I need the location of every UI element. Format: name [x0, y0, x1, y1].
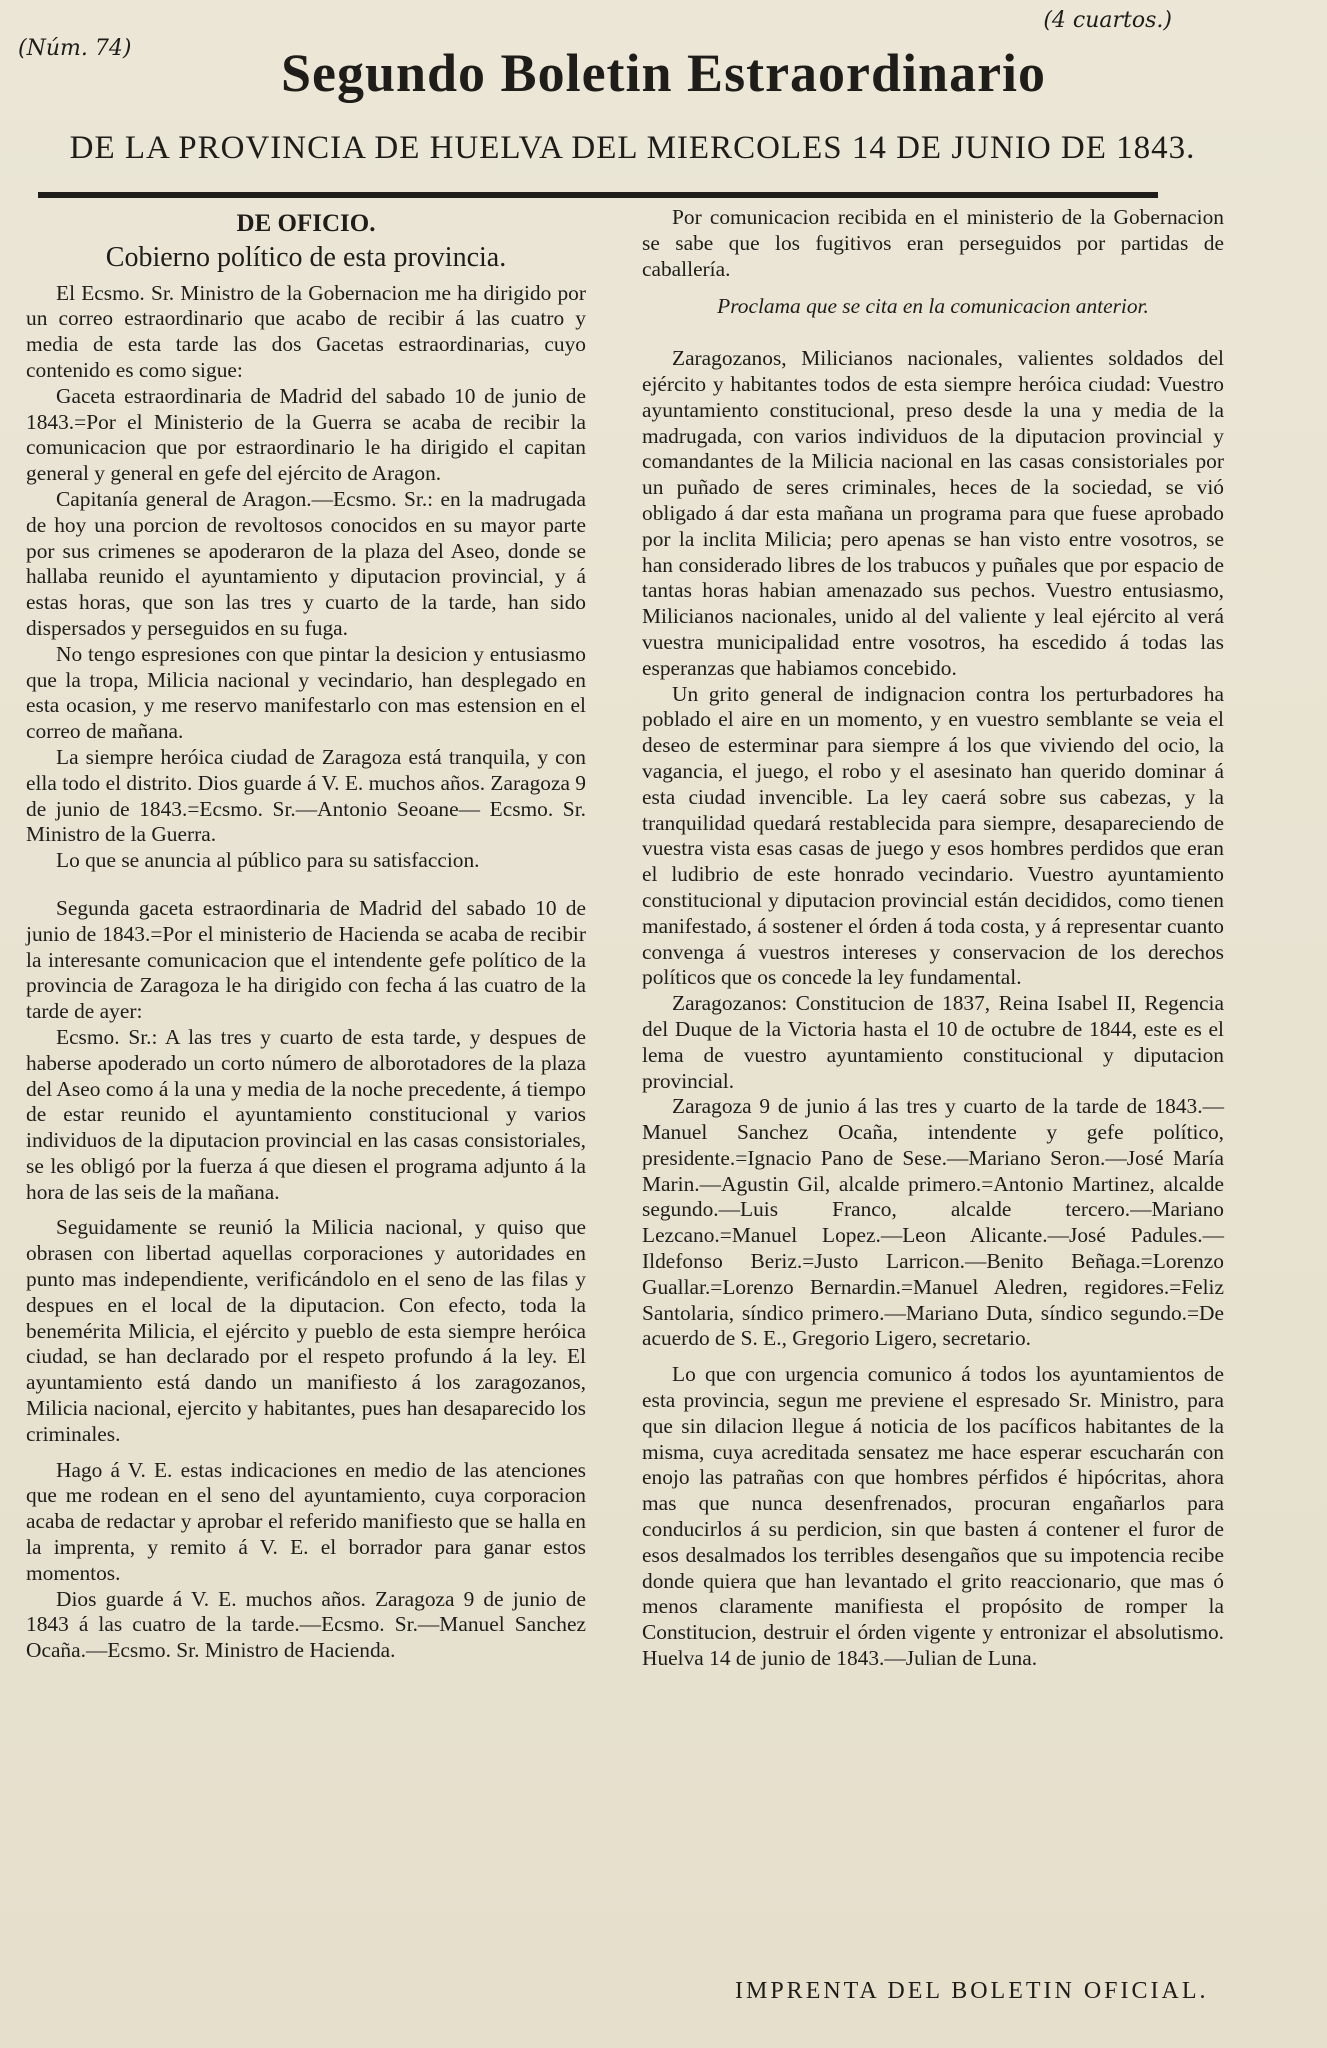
issue-price: (4 cuartos.): [1043, 8, 1172, 33]
paragraph: Zaragozanos: Constitucion de 1837, Reina Isabel II, Regencia del Duque de la Victoria hasta el 10 de octubre de 1844, este es el lema de vuestro ayuntamiento constitucional y diputacion provincial.: [642, 991, 1224, 1093]
paragraph: Hago á V. E. estas indicaciones en medio de las atenciones que me rodean en el seno del ayuntamiento, cuya corporacion acaba de redactar y aprobar el referido manifiesto que se halla en la imprenta, y remito á V. E. el borrador para ganar estos momentos.: [26, 1457, 586, 1585]
paragraph: Lo que se anuncia al público para su satisfaccion.: [56, 848, 480, 873]
office-heading: Cobierno político de esta provincia.: [105, 241, 507, 273]
paragraph: Dios guarde á V. E. muchos años. Zaragoza 9 de junio de 1843 á las cuatro de la tarde.—Ecsmo. Sr.—Manuel Sanchez Ocaña.—Ecsmo. Sr. Ministro de Hacienda.: [26, 1586, 586, 1663]
paragraph: No tengo espresiones con que pintar la desicion y entusiasmo que la tropa, Milicia nacional y vecindario, han desplegado en esta ocasion, y me reservo manifestarlo con mas estension en el correo de mañana.: [26, 641, 586, 744]
page-subtitle: DE LA PROVINCIA DE HUELVA DEL MIERCOLES 14 DE JUNIO DE 1843.: [69, 130, 1196, 166]
right-column: [642, 205, 1224, 1672]
paragraph: Segunda gaceta estraordinaria de Madrid del sabado 10 de junio de 1843.=Por el ministerio de Hacienda se acaba de recibir la interesante comunicacion que el intendente gefe político de la provincia de Zaragoza le ha dirigido con fecha á las cuatro de la tarde de ayer:: [26, 895, 586, 1024]
printer-imprint: IMPRENTA DEL BOLETIN OFICIAL.: [735, 1978, 1209, 2004]
paragraph: La siempre heróica ciudad de Zaragoza está tranquila, y con ella todo el distrito. Dios guarde á V. E. muchos años. Zaragoza 9 de junio de 1843.=Ecsmo. Sr.—Antonio Seoane— Ecsmo. Sr. Ministro de la Guerra.: [26, 744, 586, 847]
paragraph: Un grito general de indignacion contra los perturbadores ha poblado el aire en un momento, y en vuestro semblante se veia el deseo de esterminar para siempre á los que viviendo del ocio, la vagancia, el juego, el robo y el asesinato han querido dominar á esta ciudad invencible. La ley caerá sobre sus cabezas, y la tranquilidad quedará restablecida para siempre, desapareciendo de vuestra vista esas casas de juego y esos hombres perdidos que eran el ludibrio de este honrado vecindario. Vuestro ayuntamiento constitucional y diputacion provincial están decididos, como tienen manifestado, á sostener el órden á toda costa, y á representar cuanto convenga á vuestros intereses y conservacion de los derechos políticos que os concede la ley fundamental.: [642, 681, 1224, 990]
paragraph: Ecsmo. Sr.: A las tres y cuarto de esta tarde, y despues de haberse apoderado un corto número de alborotadores de la plaza del Aseo como á la una y media de la noche precedente, á tiempo de estar reunido el ayuntamiento constitucional y varios individuos de la diputacion provincial en las casas consistoriales, se les obligó por la fuerza á que diesen el programa adjunto á la hora de las seis de la mañana.: [26, 1024, 586, 1204]
paragraph: Capitanía general de Aragon.—Ecsmo. Sr.: en la madrugada de hoy una porcion de revoltosos conocidos en su mayor parte por sus crimenes se apoderaron de la plaza del Aseo, donde se hallaba reunido el ayuntamiento y diputacion provincial, y á estas horas, que son las tres y cuarto de la tarde, han sido dispersados y perseguidos en su fuga.: [26, 486, 586, 640]
paragraph: Zaragoza 9 de junio á las tres y cuarto de la tarde de 1843.—Manuel Sanchez Ocaña, intendente y gefe político, presidente.=Ignacio Pano de Sese.—Mariano Seron.—José María Marin.—Agustin Gil, alcalde primero.=Antonio Martinez, alcalde segundo.—Luis Franco, alcalde tercero.—Mariano Lezcano.=Manuel Lopez.—Leon Alicante.—José Padules.—Ildefonso Beriz.=Justo Larricon.—Benito Beñaga.=Lorenzo Guallar.=Lorenzo Bernardin.=Manuel Aledren, regidores.=Feliz Santolaria, síndico primero.—Mariano Duta, síndico segundo.=De acuerdo de S. E., Gregorio Ligero, secretario.: [642, 1094, 1224, 1351]
left-column: [26, 205, 586, 1664]
proclama-heading: Proclama que se cita en la comunicacion anterior.: [717, 294, 1149, 319]
paragraph: Gaceta estraordinaria de Madrid del sabado 10 de junio de 1843.=Por el Ministerio de la Guerra se acaba de recibir la comunicacion que por estraordinario le ha dirigido el capitan general y general en gefe del ejército de Aragon.: [26, 383, 586, 486]
paragraph: Lo que con urgencia comunico á todos los ayuntamientos de esta provincia, segun me previene el espresado Sr. Ministro, para que sin dilacion llegue á noticia de los pacíficos habitantes de la misma, cuya acreditada sensatez me hace esperar escucharán con enojo las patrañas con que hombres pérfidos é hipócritas, ahora mas que nunca desenfrenados, procuran engañarlos para conducirlos á su perdicion, sin que basten á contener el furor de esos desalmados los terribles desengaños que su impotencia recibe donde quiera que han levantado el grito reaccionario, que mas ó menos claramente manifiesta el propósito de romper la Constitucion, destruir el órden vigente y entronizar el absolutismo. Huelva 14 de junio de 1843.—Julian de Luna.: [642, 1362, 1224, 1671]
header-rule: [38, 192, 1158, 198]
issue-number: (Núm. 74): [18, 36, 132, 61]
paragraph: Seguidamente se reunió la Milicia nacional, y quiso que obrasen con libertad aquellas corporaciones y autoridades en punto mas independiente, verificándolo en el seno de las filas y despues en el local de la diputacion. Con efecto, toda la benemérita Milicia, el ejército y pueblo de esta siempre heróica ciudad, se han declarado por el respeto profundo á la ley. El ayuntamiento está dando un manifiesto á los zaragozanos, Milicia nacional, ejercito y habitantes, pues han desaparecido los criminales.: [26, 1215, 586, 1446]
paragraph: Zaragozanos, Milicianos nacionales, valientes soldados del ejército y habitantes todos de esta siempre heróica ciudad: Vuestro ayuntamiento constitucional, preso desde la una y media de la madrugada, con varios individuos de la diputacion provincial y comandantes de la Milicia nacional en las casas consistoriales por un puñado de seres criminales, heces de la sociedad, se vió obligado á dar esta mañana un programa para que fuese aprobado por la inclita Milicia; pero apenas se han visto entre vosotros, se han considerado libres de los trabucos y puñales que por espacio de tantas horas habian amenazado sus pechos. Vuestro entusiasmo, Milicianos nacionales, unido al del valiente y leal ejército al verá vuestra municipalidad entre vosotros, ha escedido á todas las esperanzas que habiamos concebido.: [642, 346, 1224, 680]
section-heading: DE OFICIO.: [236, 210, 376, 237]
page-title: Segundo Boletin Estraordinario: [280, 43, 1047, 103]
paragraph: Por comunicacion recibida en el ministerio de la Gobernacion se sabe que los fugitivos eran perseguidos por partidas de caballería.: [642, 205, 1224, 281]
paragraph: El Ecsmo. Sr. Ministro de la Gobernacion me ha dirigido por un correo estraordinario que acabo de recibir á las cuatro y media de esta tarde las dos Gacetas estraordinarias, cuyo contenido es como sigue:: [26, 280, 586, 382]
